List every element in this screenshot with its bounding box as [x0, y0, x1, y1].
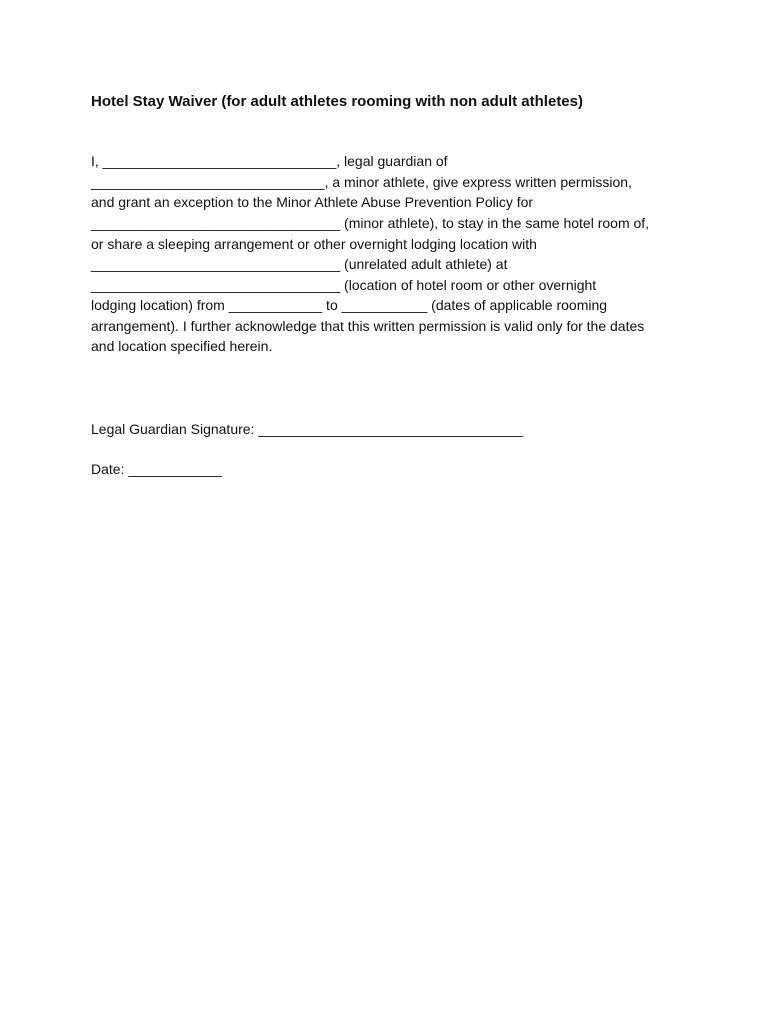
- body-line-herein: and location specified herein.: [91, 338, 273, 354]
- body-line-guardian: I, ______________________________, legal guardian of: [91, 153, 448, 169]
- body-line-sleeping-arrangement: or share a sleeping arrangement or other overnight lodging location with: [91, 236, 537, 252]
- body-line-adult-athlete: ________________________________ (unrelated adult athlete) at: [91, 256, 508, 272]
- document-title: Hotel Stay Waiver (for adult athletes rooming with non adult athletes): [91, 93, 583, 110]
- date-line[interactable]: Date: ____________: [91, 461, 222, 477]
- signature-line[interactable]: Legal Guardian Signature: __________________________________: [91, 421, 524, 437]
- body-line-dates: lodging location) from ____________ to ___________ (dates of applicable rooming: [91, 297, 608, 313]
- body-line-exception: and grant an exception to the Minor Athlete Abuse Prevention Policy for: [91, 194, 534, 210]
- body-line-minor-athlete: ______________________________, a minor athlete, give express written permission,: [91, 174, 632, 190]
- body-line-acknowledgement: arrangement). I further acknowledge that this written permission is valid only for the dates: [91, 318, 645, 334]
- body-line-minor-name: ________________________________ (minor athlete), to stay in the same hotel room of,: [91, 215, 650, 231]
- body-line-location: ________________________________ (location of hotel room or other overnight: [91, 277, 597, 293]
